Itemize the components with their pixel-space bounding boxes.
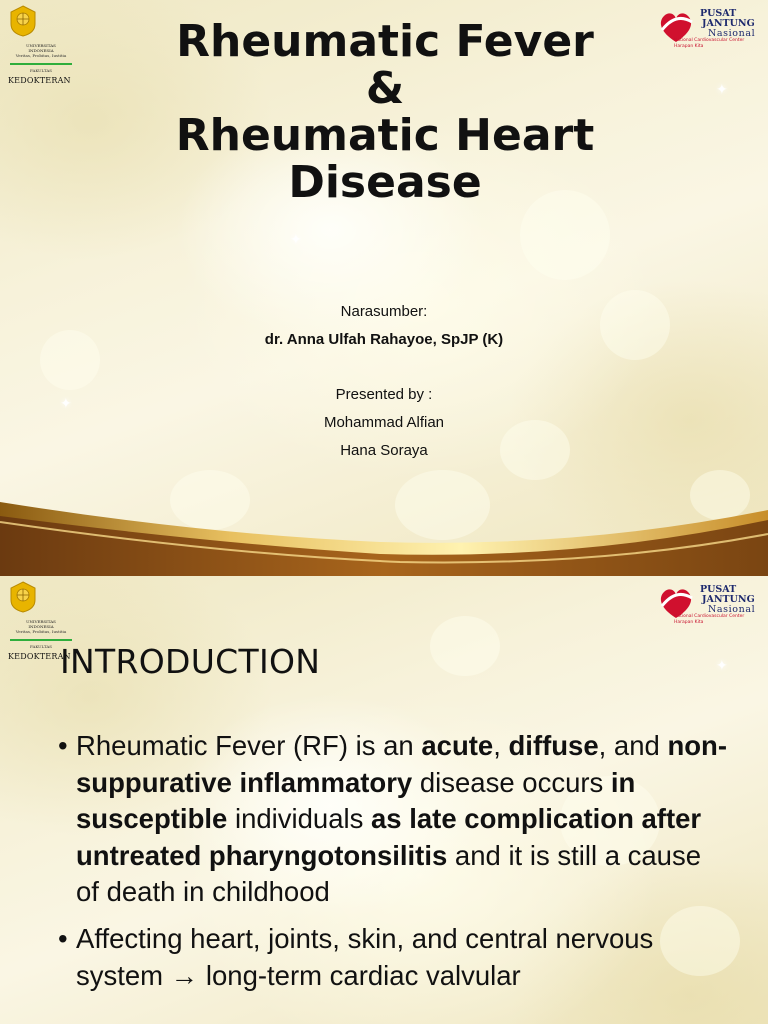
sparkle-icon: ✦ xyxy=(716,658,728,674)
kedokteran-label: KEDOKTERAN xyxy=(8,76,71,85)
university-motto: Veritas, Probitas, Iustitia xyxy=(15,629,67,634)
university-motto: Veritas, Probitas, Iustitia xyxy=(15,53,67,58)
pusat-jantung-nasional-logo xyxy=(656,584,760,624)
university-name: UNIVERSITAS INDONESIA xyxy=(26,43,56,53)
sparkle-icon: ✦ xyxy=(60,396,72,412)
slide-body xyxy=(58,728,728,1004)
kedokteran-label: KEDOKTERAN xyxy=(8,652,71,661)
title-line: Rheumatic Heart xyxy=(175,110,595,161)
sparkle-icon: ✦ xyxy=(716,82,728,98)
bokeh-light xyxy=(40,330,100,390)
fakultas-label: FAKULTAS xyxy=(30,68,52,73)
presenter-name: Mohammad Alfian xyxy=(323,414,445,431)
pjn-subtitle: National Cardiovascular Center Harapan Kita xyxy=(674,614,745,625)
pjn-wordmark: PUSAT JANTUNG Nasional xyxy=(700,584,756,615)
presented-by-label: Presented by : xyxy=(335,386,433,403)
introduction-slide xyxy=(0,576,768,1024)
title-line: Disease xyxy=(288,157,482,208)
bokeh-light xyxy=(430,616,500,676)
university-seal-icon xyxy=(8,580,38,614)
bullet-point: • Rheumatic Fever (RF) is an acute, diffuse, and non-suppurative inflammatory disease occurs in susceptible individuals as late complication after untreated pharyngotonsilitis and it is still a cause of death in childhood xyxy=(58,730,728,908)
green-divider xyxy=(10,63,72,65)
bokeh-light xyxy=(600,290,670,360)
university-name: UNIVERSITAS INDONESIA xyxy=(26,619,56,629)
title-line: Rheumatic Fever xyxy=(176,16,594,67)
gold-wave-decoration xyxy=(0,476,768,576)
fakultas-label: FAKULTAS xyxy=(30,644,52,649)
sparkle-icon: ✦ xyxy=(290,232,302,248)
presenter-info xyxy=(184,298,584,465)
narasumber-label: Narasumber: xyxy=(340,303,428,320)
universitas-indonesia-logo xyxy=(8,4,74,85)
pjn-wordmark: PUSAT JANTUNG Nasional xyxy=(700,8,756,39)
presenter-name: Hana Soraya xyxy=(340,442,428,459)
narasumber-name: dr. Anna Ulfah Rahayoe, SpJP (K) xyxy=(264,331,504,348)
pjn-subtitle: National Cardiovascular Center Harapan Kita xyxy=(674,38,745,49)
green-divider xyxy=(10,639,72,641)
slide-title xyxy=(90,18,680,206)
bullet-icon: • xyxy=(58,922,68,954)
bullet-point: • Affecting heart, joints, skin, and central nervous system → long-term cardiac valvular xyxy=(58,922,654,991)
slide-heading: INTRODUCTION xyxy=(60,642,321,681)
title-line: & xyxy=(365,63,405,114)
bullet-icon: • xyxy=(58,730,68,761)
university-seal-icon xyxy=(8,4,38,38)
